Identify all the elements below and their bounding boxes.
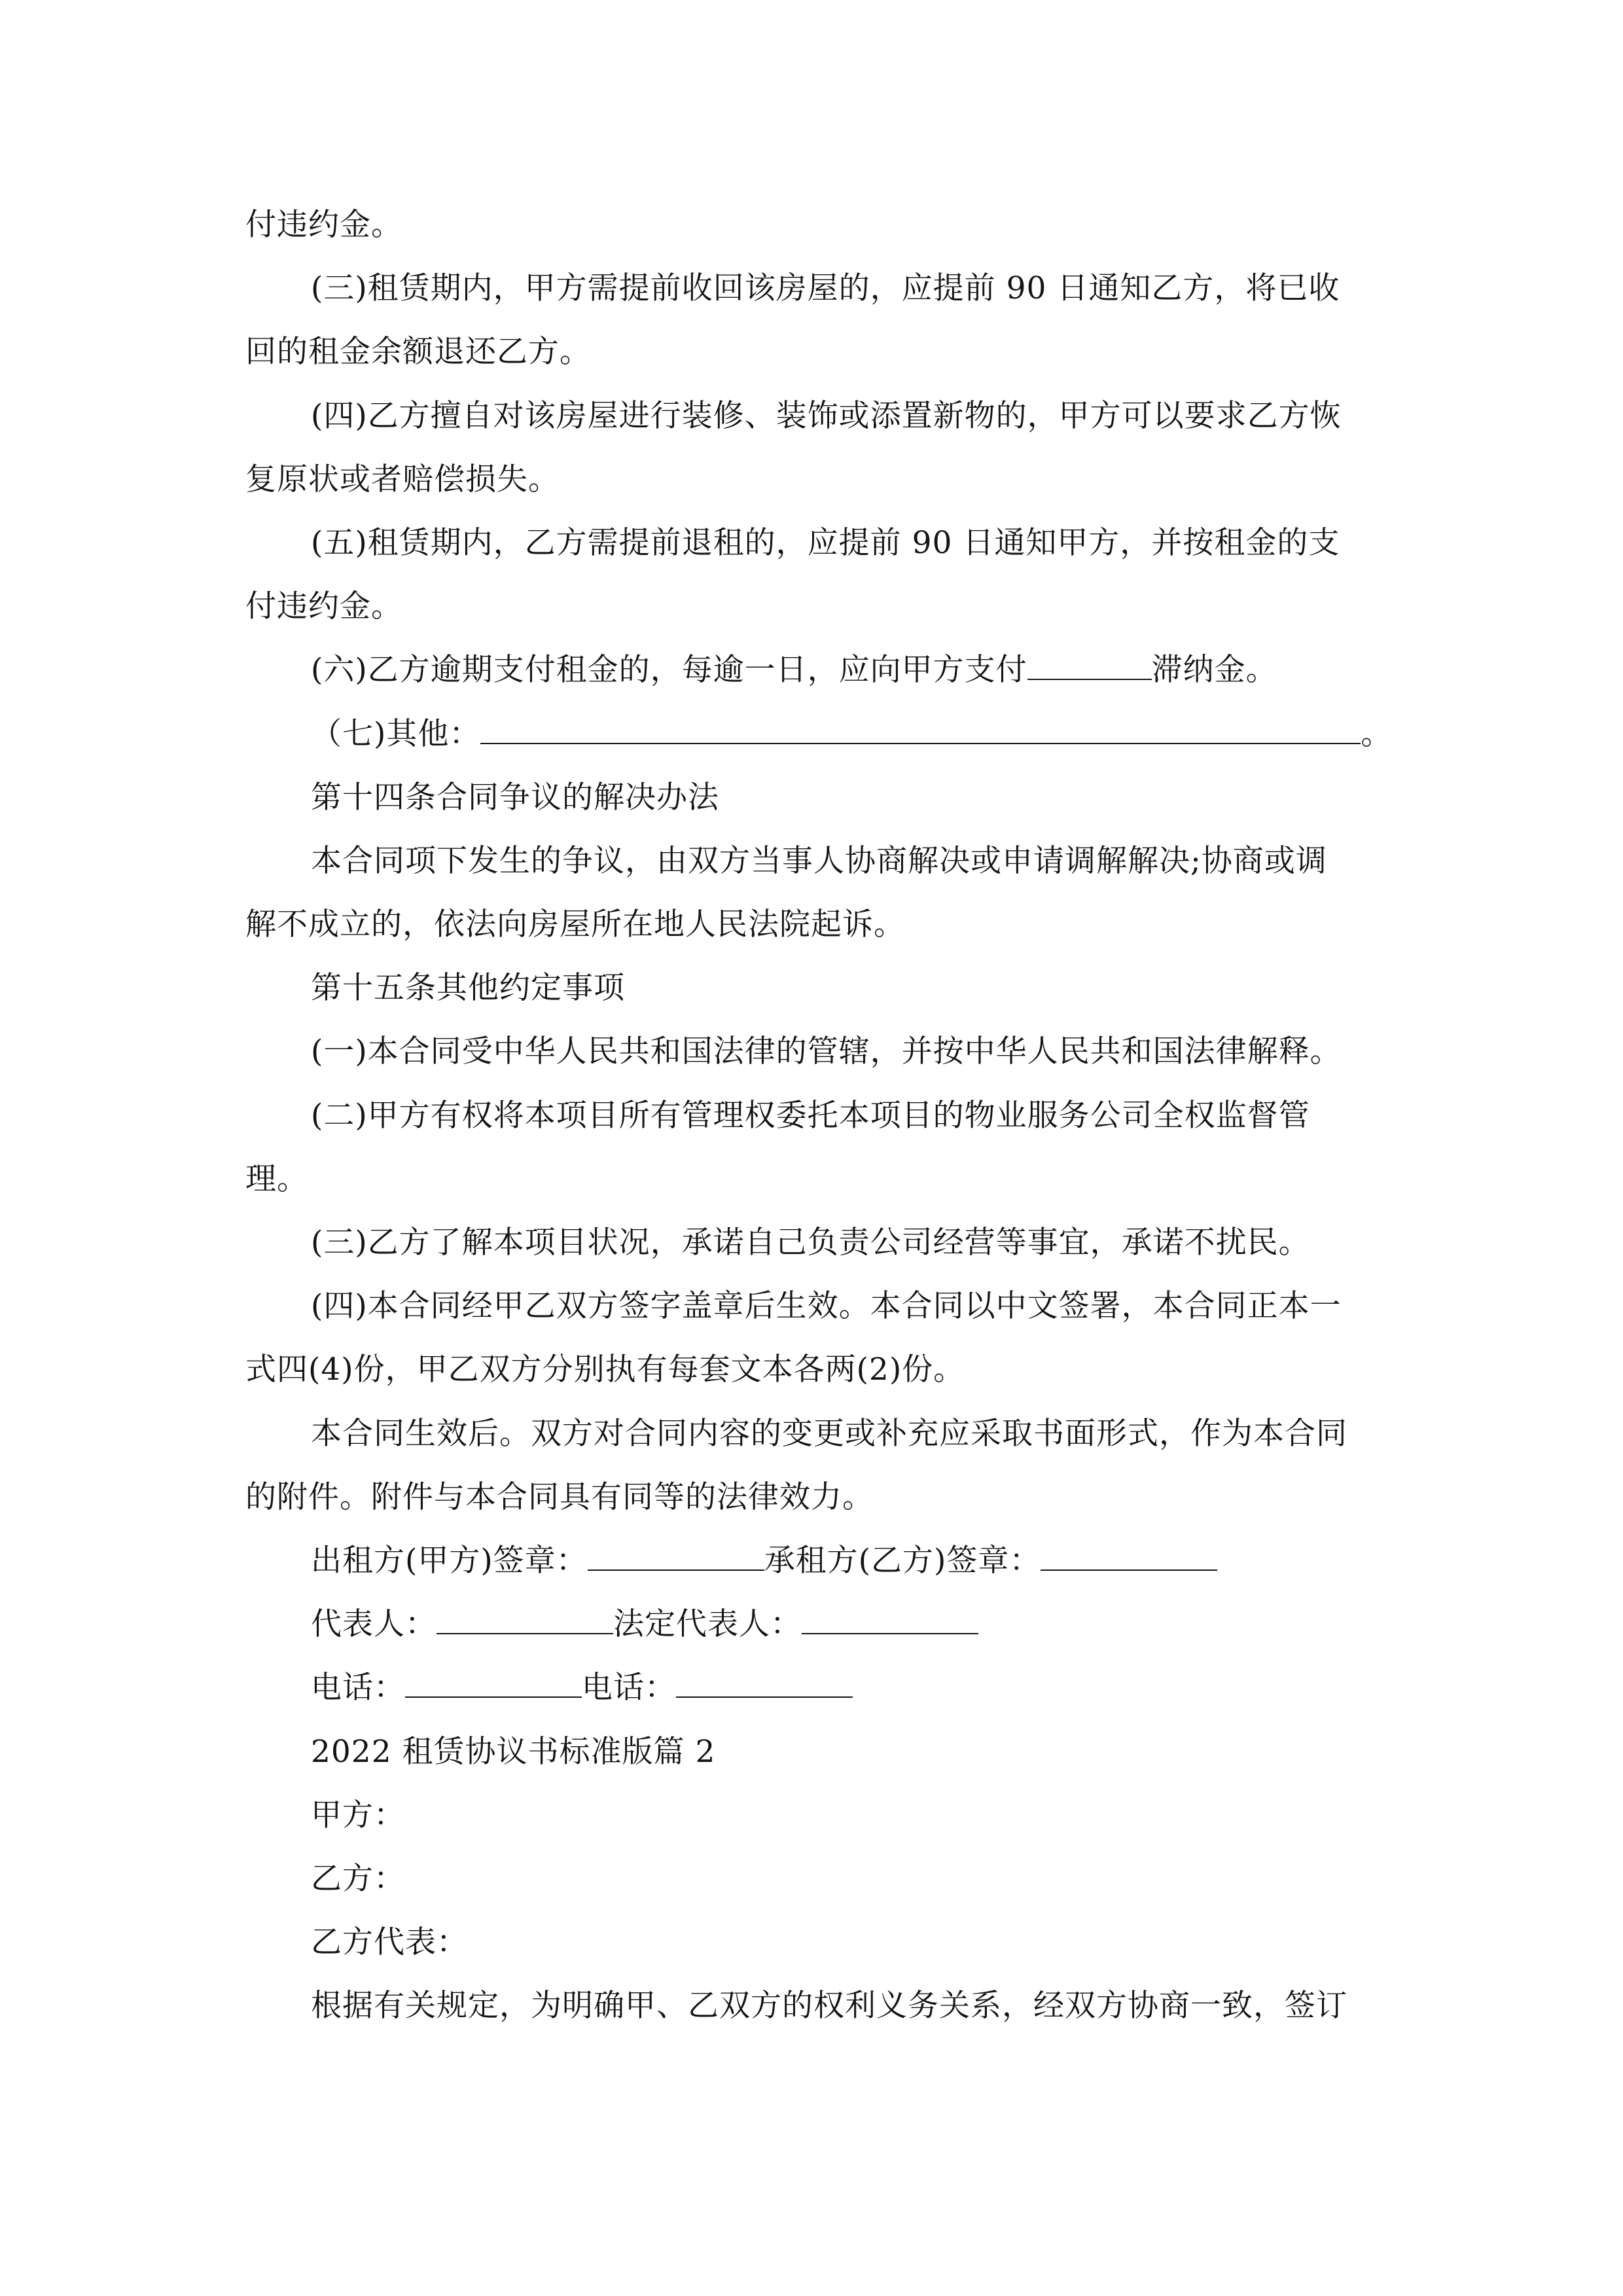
document-body	[245, 193, 1393, 2037]
lessee-sign-blank	[1041, 1542, 1217, 1571]
phone-label: 电话：	[582, 1670, 676, 1706]
paragraph-line: 本合同生效后。双方对合同内容的变更或补充应采取书面形式，作为本合同	[311, 1415, 1347, 1452]
article-15-heading: 第十五条其他约定事项	[311, 970, 625, 1007]
phone-blank	[676, 1669, 853, 1698]
paragraph-line: 回的租金余额退还乙方。	[245, 334, 591, 370]
paragraph-line: 的附件。附件与本合同具有同等的法律效力。	[245, 1479, 874, 1515]
paragraph-line: 复原状或者赔偿损失。	[245, 461, 560, 497]
clause-four-line: (四)乙方擅自对该房屋进行装修、装饰或添置新物的，甲方可以要求乙方恢	[311, 397, 1342, 434]
other-terms-blank	[480, 715, 1361, 744]
paragraph-line: (四)本合同经甲乙双方签字盖章后生效。本合同以中文签署，本合同正本一	[311, 1288, 1342, 1325]
paragraph-line: (一)本合同受中华人民共和国法律的管辖，并按中华人民共和国法律解释。	[311, 1033, 1342, 1070]
late-fee-blank	[1027, 651, 1152, 680]
intro-paragraph-line: 根据有关规定，为明确甲、乙双方的权利义务关系，经双方协商一致，签订	[311, 1988, 1347, 2024]
legal-representative-label: 法定代表人：	[613, 1606, 802, 1643]
representative-line	[245, 1592, 1378, 1656]
clause-seven-text: （七)其他：	[311, 715, 481, 752]
clause-seven-suffix: 。	[1361, 715, 1393, 752]
party-b-rep-label: 乙方代表：	[311, 1924, 468, 1961]
phone-line	[245, 1656, 1378, 1719]
clause-seven-line	[245, 702, 1393, 766]
party-b-label: 乙方：	[311, 1860, 405, 1897]
representative-blank	[437, 1605, 613, 1634]
representative-label: 代表人：	[311, 1606, 437, 1643]
paragraph-line: 解不成立的，依法向房屋所在地人民法院起诉。	[245, 906, 905, 943]
clause-six-text: (六)乙方逾期支付租金的，每逾一日，应向甲方支付	[311, 652, 1027, 689]
lessee-sign-label: 承租方(乙方)签章：	[764, 1542, 1041, 1579]
clause-six-line	[245, 638, 1378, 702]
paragraph-line: 式四(4)份，甲乙双方分别执有每套文本各两(2)份。	[245, 1352, 965, 1388]
clause-five-line: (五)租赁期内，乙方需提前退租的，应提前 90 日通知甲方，并按租金的支	[311, 524, 1340, 561]
paragraph-line: (三)乙方了解本项目状况，承诺自己负责公司经营等事宜，承诺不扰民。	[311, 1225, 1310, 1261]
paragraph-line: 付违约金。	[245, 207, 402, 243]
clause-six-suffix: 滞纳金。	[1151, 652, 1277, 689]
signature-line	[245, 1529, 1378, 1592]
phone-label: 电话：	[311, 1670, 405, 1706]
paragraph-line: (二)甲方有权将本项目所有管理权委托本项目的物业服务公司全权监督管	[311, 1097, 1310, 1134]
lessor-sign-blank	[588, 1542, 764, 1571]
paragraph-line: 本合同项下发生的争议，由双方当事人协商解决或申请调解解决;协商或调	[311, 842, 1327, 879]
phone-blank	[405, 1669, 582, 1698]
legal-representative-blank	[802, 1605, 978, 1634]
clause-three-line: (三)租赁期内，甲方需提前收回该房屋的，应提前 90 日通知乙方，将已收	[311, 270, 1340, 307]
lessor-sign-label: 出租方(甲方)签章：	[311, 1542, 588, 1579]
paragraph-line: 理。	[245, 1160, 308, 1197]
party-a-label: 甲方：	[311, 1797, 405, 1833]
section-2-title: 2022 租赁协议书标准版篇 2	[311, 1733, 716, 1770]
article-14-heading: 第十四条合同争议的解决办法	[311, 779, 719, 816]
paragraph-line: 付违约金。	[245, 588, 402, 625]
